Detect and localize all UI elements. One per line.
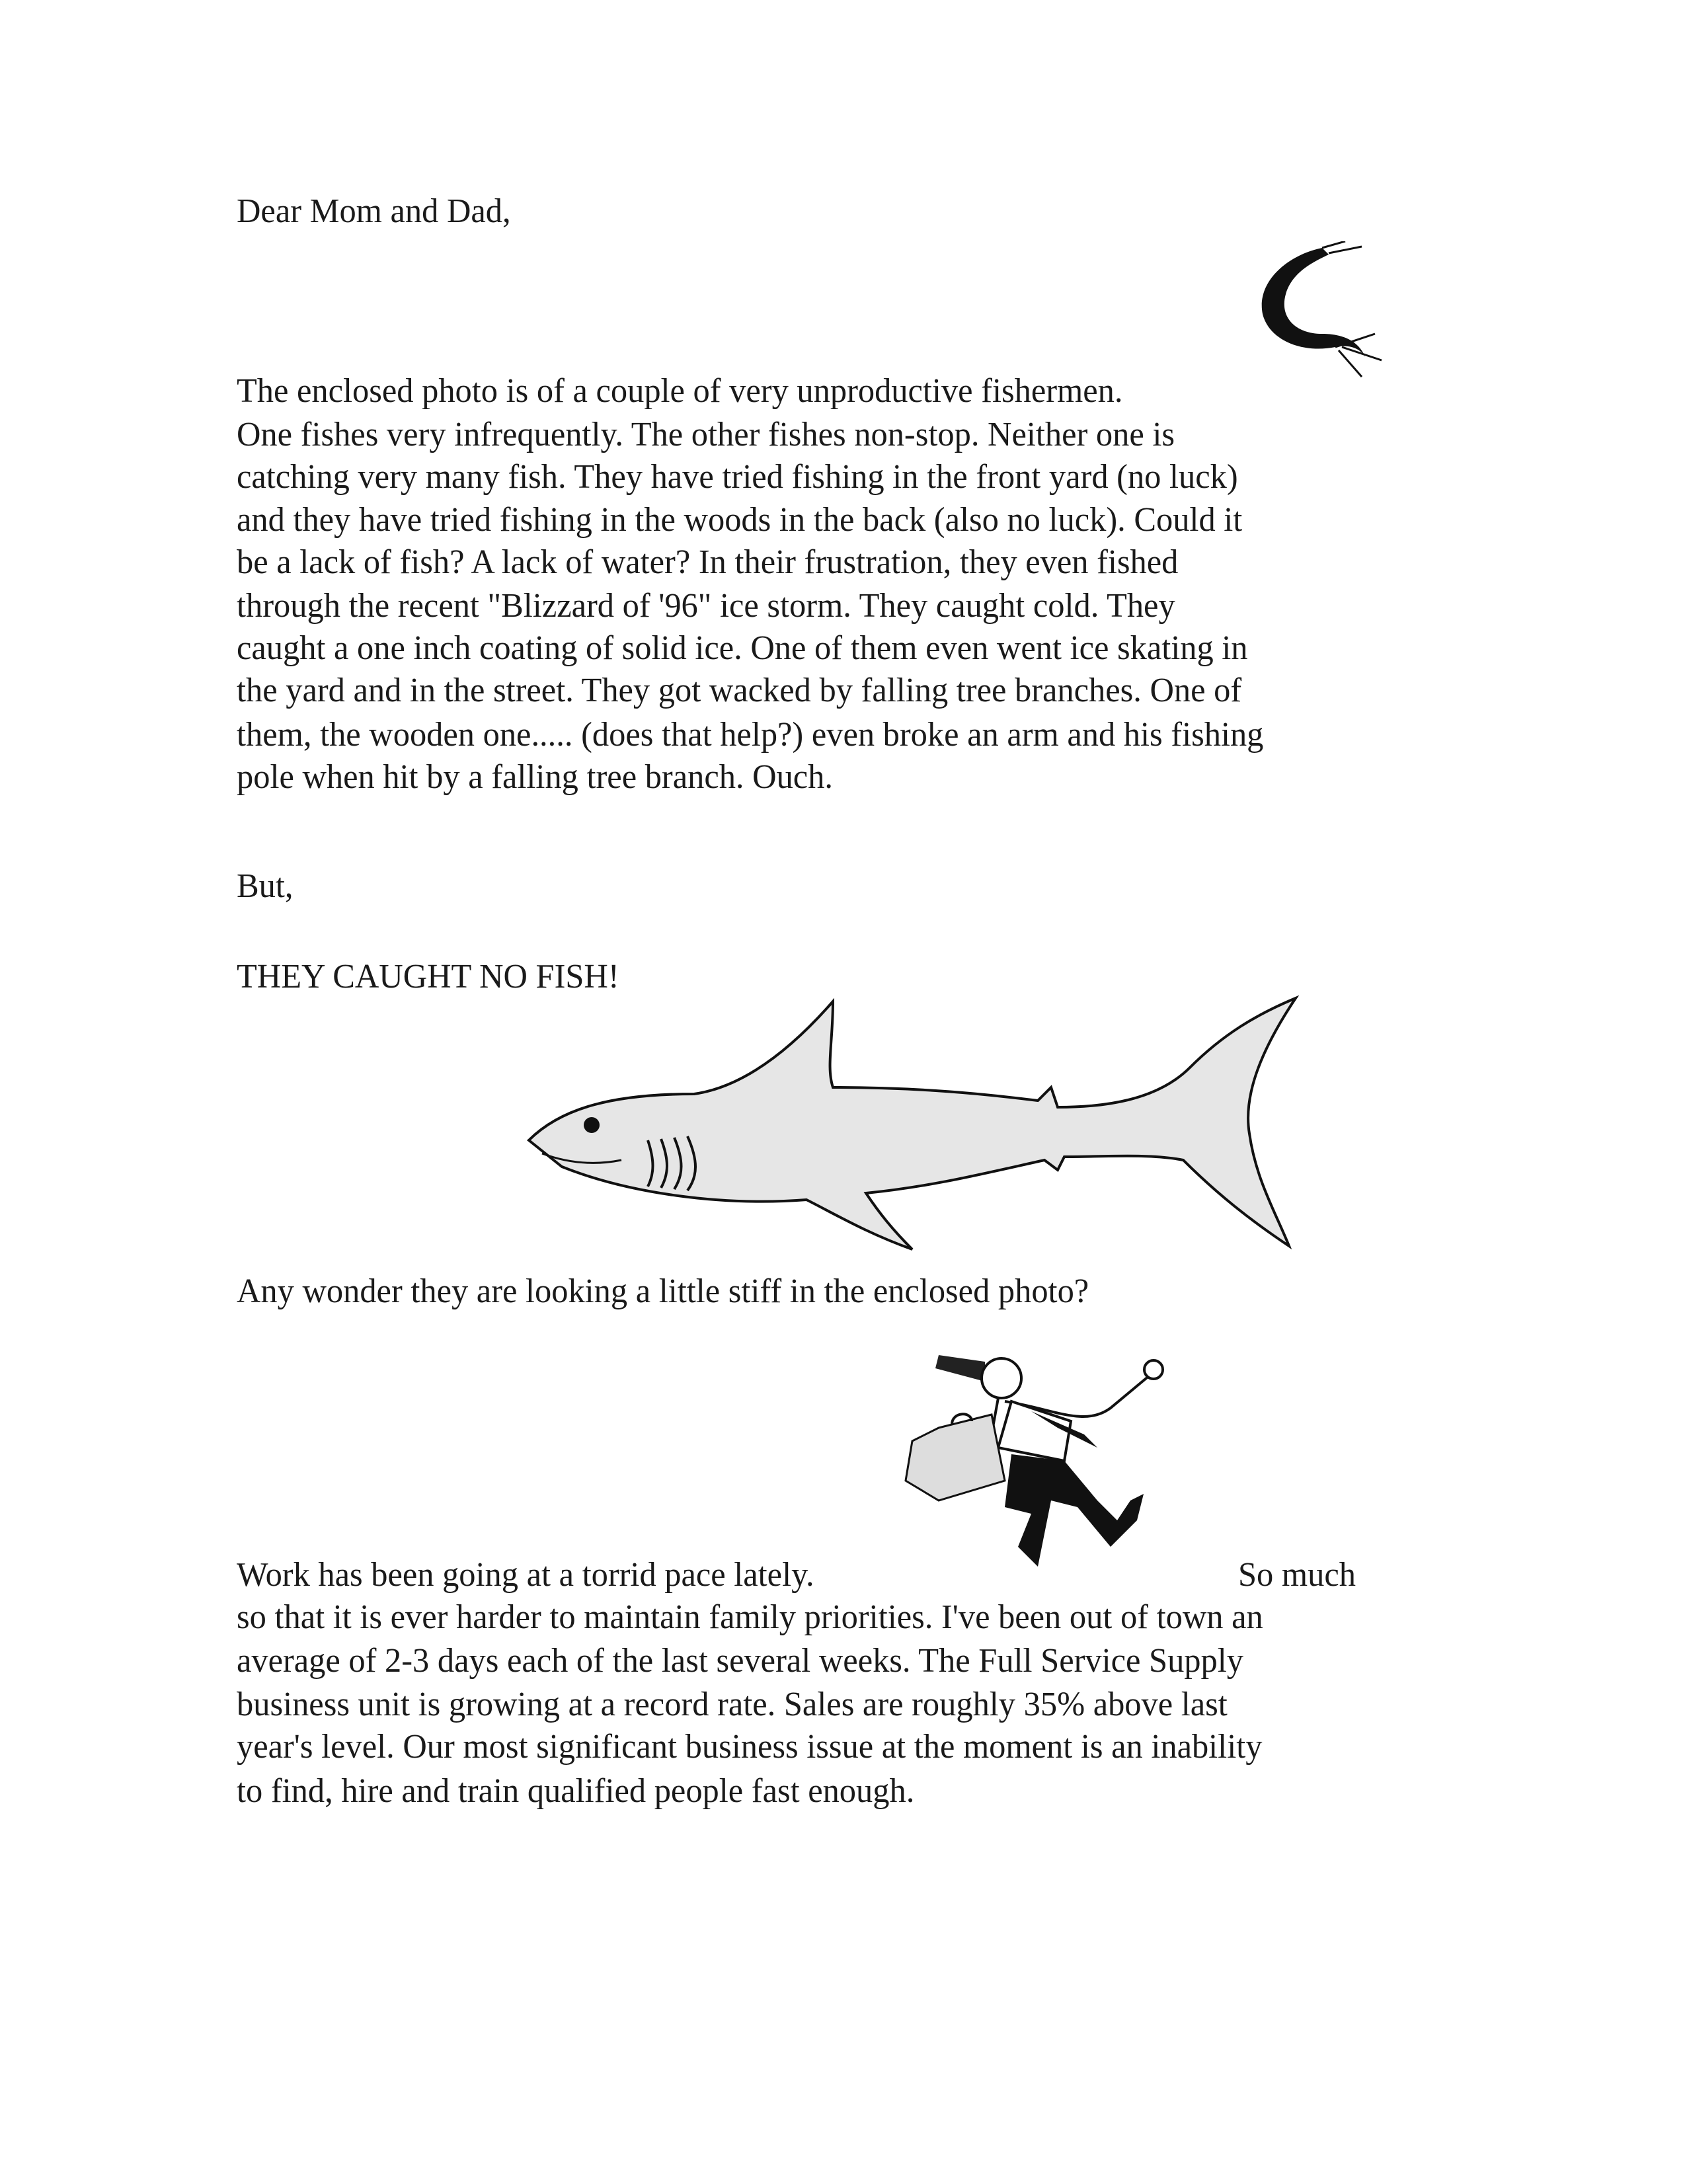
salutation: Dear Mom and Dad, [237, 192, 511, 230]
paragraph-line: through the recent "Blizzard of '96" ice storm. They caught cold. They [237, 587, 1175, 625]
paragraph-line: so that it is ever harder to maintain family priorities. I've been out of town an [237, 1598, 1263, 1636]
paragraph-line: The enclosed photo is of a couple of very unproductive fishermen. [237, 372, 1123, 410]
paragraph-line: Work has been going at a torrid pace lately. [237, 1556, 814, 1594]
paragraph-line: them, the wooden one..... (does that help?) even broke an arm and his fishing [237, 716, 1264, 754]
exclaim-line: THEY CAUGHT NO FISH! [237, 958, 619, 995]
paragraph-line: caught a one inch coating of solid ice. One of them even went ice skating in [237, 629, 1248, 667]
paragraph-line: the yard and in the street. They got wacked by falling tree branches. One of [237, 672, 1242, 709]
paragraph-line: One fishes very infrequently. The other fishes non-stop. Neither one is [237, 416, 1175, 453]
paragraph-line: and they have tried fishing in the woods in the back (also no luck). Could it [237, 501, 1243, 539]
paragraph-line: So much [1238, 1556, 1356, 1594]
wonder-line: Any wonder they are looking a little stiff in the enclosed photo? [237, 1272, 1089, 1310]
shark-illustration [522, 995, 1302, 1259]
paragraph-line: year's level. Our most significant business issue at the moment is an inability [237, 1728, 1263, 1766]
paragraph-line: pole when hit by a falling tree branch. Ouch. [237, 758, 834, 796]
paragraph-line: catching very many fish. They have tried fishing in the front yard (no luck) [237, 458, 1238, 496]
paragraph-line: average of 2-3 days each of the last several weeks. The Full Service Supply [237, 1642, 1243, 1680]
paragraph-line: to find, hire and train qualified people fast enough. [237, 1772, 915, 1810]
paragraph-line: be a lack of fish? A lack of water? In their frustration, they even fished [237, 543, 1179, 581]
paragraph-line: business unit is growing at a record rate. Sales are roughly 35% above last [237, 1686, 1228, 1723]
but-line: But, [237, 867, 294, 905]
catfish-illustration [1230, 241, 1388, 383]
running-businessman-illustration [899, 1348, 1236, 1573]
